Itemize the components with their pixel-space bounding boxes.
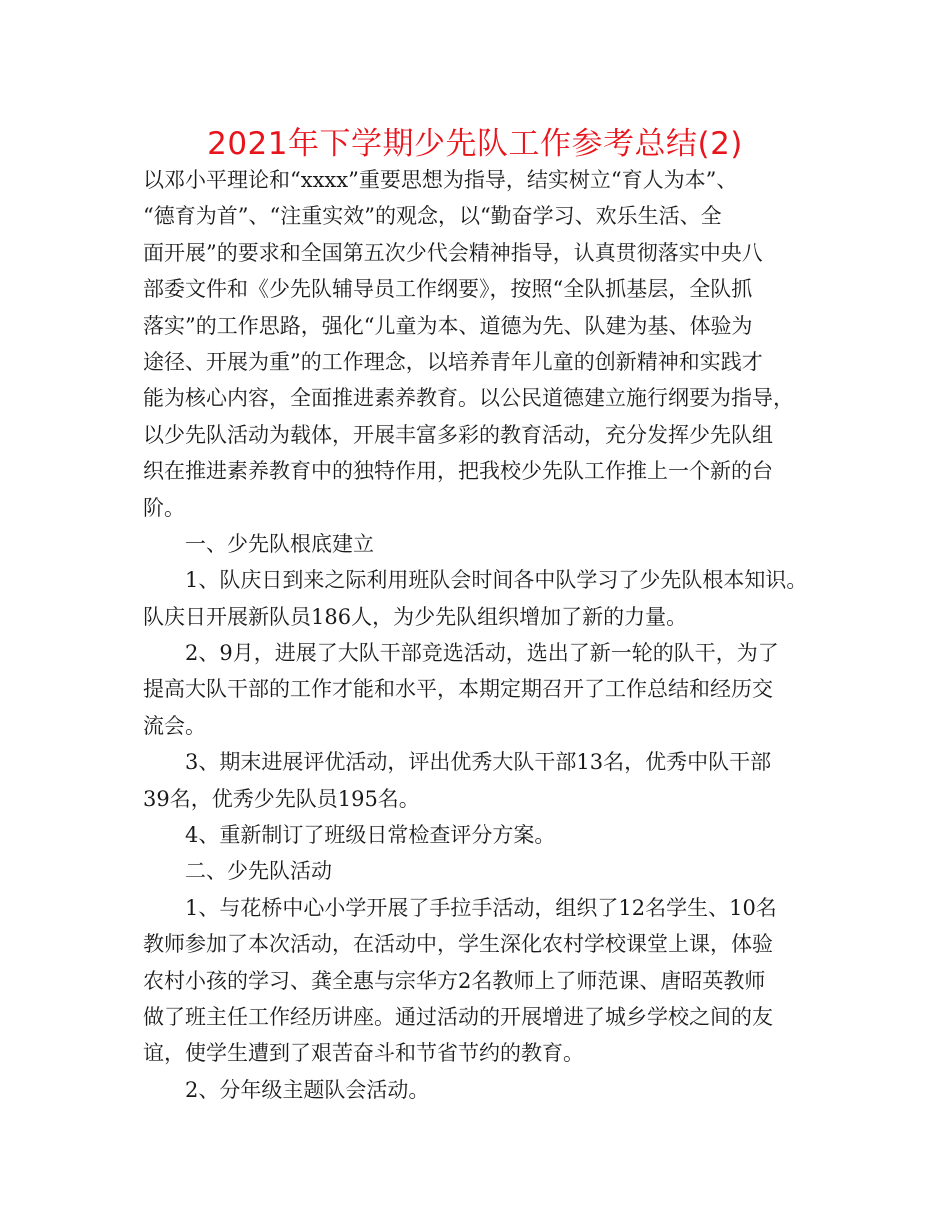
paragraph-line: 部委文件和《少先队辅导员工作纲要》，按照“全队抓基层，全队抓 [143,277,753,302]
paragraph-line: 1、队庆日到来之际利用班队会时间各中队学习了少先队根本知识。 [185,568,808,593]
paragraph-line: 做了班主任工作经历讲座。通过活动的开展增进了城乡学校之间的友 [143,1004,773,1029]
paragraph-line: 二、少先队活动 [185,859,332,884]
paragraph-line: 以少先队活动为载体，开展丰富多彩的教育活动，充分发挥少先队组 [143,422,773,447]
paragraph-line: 队庆日开展新队员186人，为少先队组织增加了新的力量。 [143,604,688,629]
document-title: 2021年下学期少先队工作参考总结(2) [207,126,743,162]
paragraph-line: 面开展”的要求和全国第五次少代会精神指导，认真贯彻落实中央八 [143,240,763,265]
paragraph-line: 2、9月，进展了大队干部竞选活动，选出了新一轮的队干，为了 [185,641,779,666]
paragraph-line: 落实”的工作思路，强化“儿童为本、道德为先、队建为基、体验为 [143,313,753,338]
paragraph-line: 以邓小平理论和“xxxx”重要思想为指导，结实树立“育人为本”、 [143,168,738,192]
paragraph-line: 2、分年级主题队会活动。 [185,1077,430,1102]
paragraph-line: 3、期末进展评优活动，评出优秀大队干部13名，优秀中队干部 [185,750,772,775]
paragraph-line: 农村小孩的学习、龚全惠与宗华方2名教师上了师范课、唐昭英教师 [143,968,766,993]
paragraph-line: “德育为首”、“注重实效”的观念，以“勤奋学习、欢乐生活、全 [143,204,722,229]
paragraph-line: 4、重新制订了班级日常检查评分方案。 [185,823,556,848]
paragraph-line: 教师参加了本次活动，在活动中，学生深化农村学校课堂上课，体验 [143,932,773,957]
paragraph-line: 谊，使学生遭到了艰苦奋斗和节省节约的教育。 [143,1041,584,1066]
paragraph-line: 能为核心内容，全面推进素养教育。以公民道德建立施行纲要为指导， [143,386,794,411]
paragraph-line: 织在推进素养教育中的独特作用，把我校少先队工作推上一个新的台 [143,459,773,484]
paragraph-line: 39名，优秀少先队员195名。 [143,786,420,811]
document-body [143,162,823,1108]
paragraph-line: 阶。 [143,495,185,520]
paragraph-line: 一、少先队根底建立 [185,531,374,556]
paragraph-line: 1、与花桥中心小学开展了手拉手活动，组织了12名学生、10名 [185,895,777,920]
paragraph-line: 提高大队干部的工作才能和水平，本期定期召开了工作总结和经历交 [143,677,773,702]
paragraph-line: 流会。 [143,713,206,738]
paragraph-line: 途径、开展为重”的工作理念，以培养青年儿童的创新精神和实践才 [143,349,763,374]
